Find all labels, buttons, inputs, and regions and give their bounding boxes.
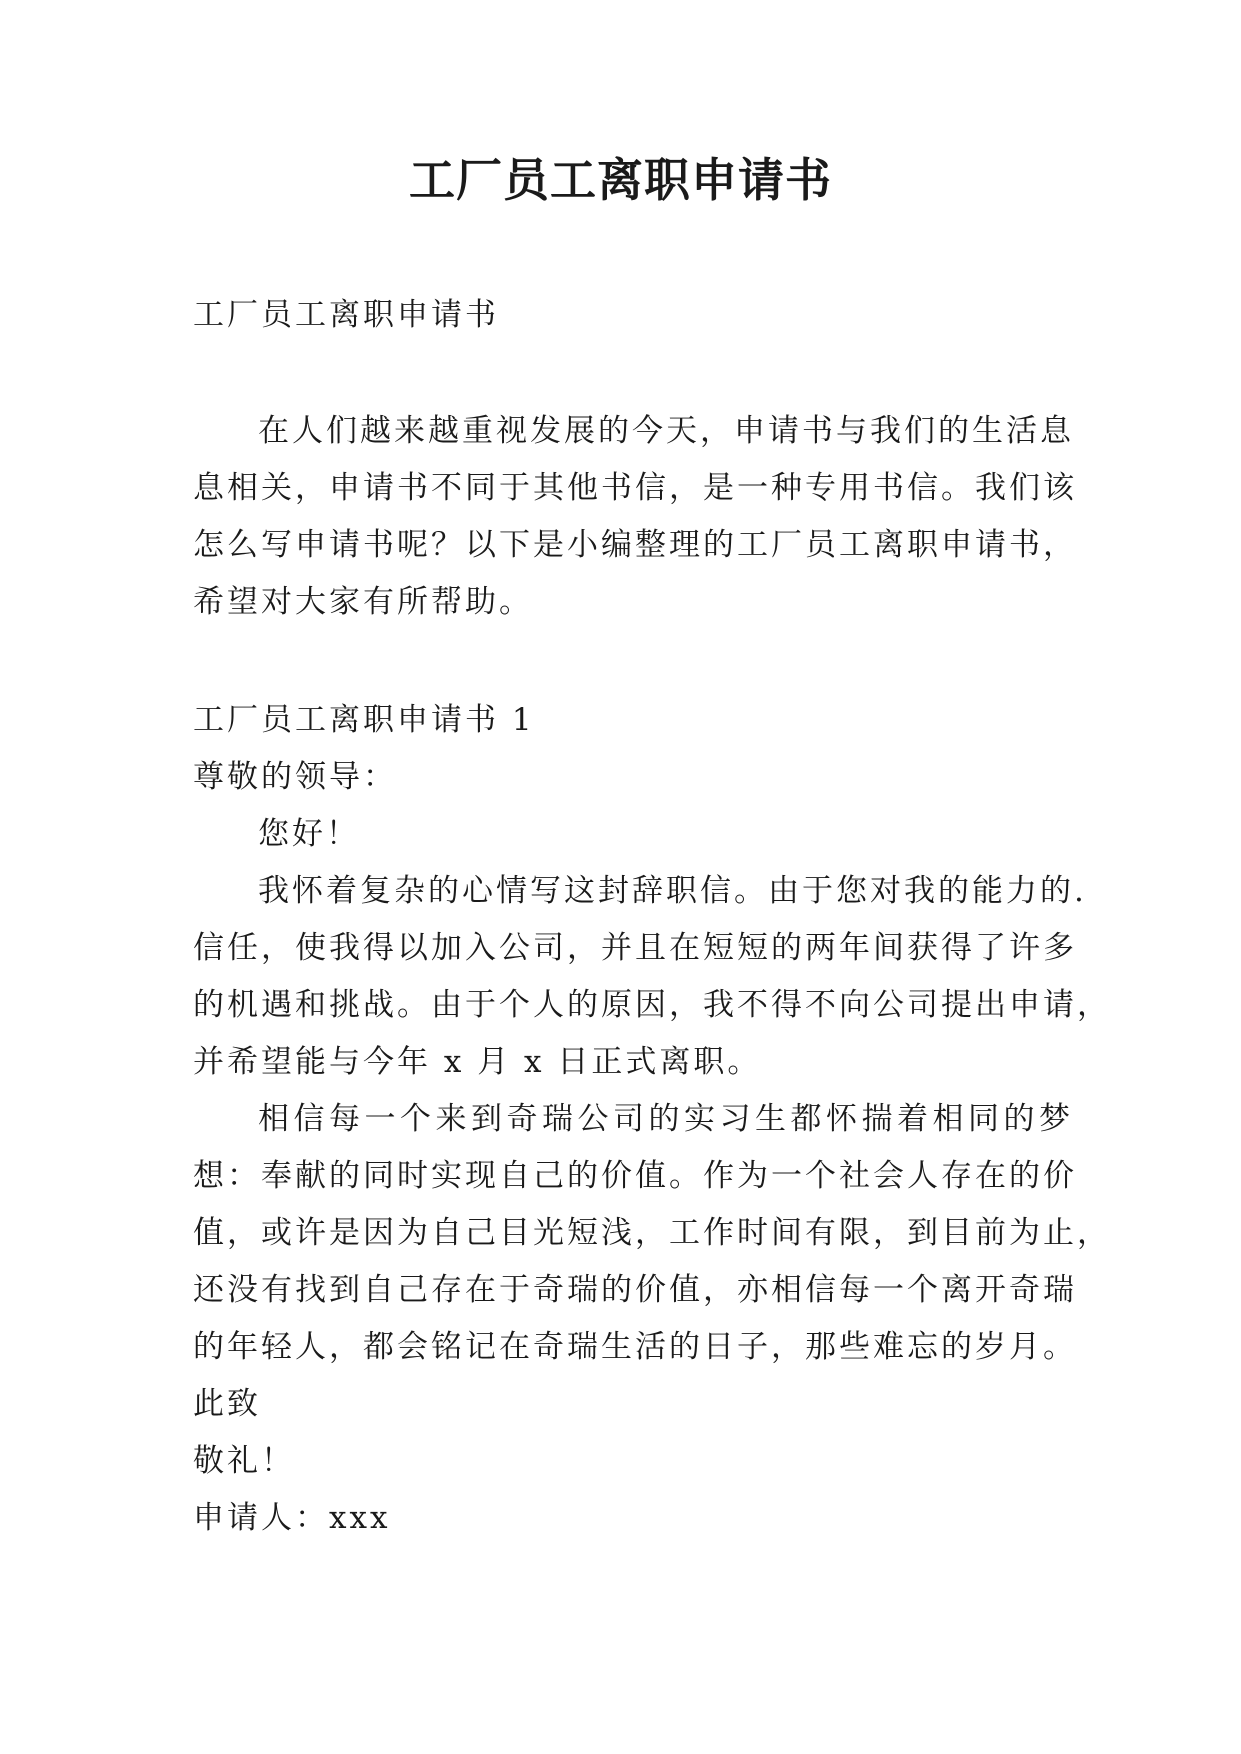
para2-line-4: 还没有找到自己存在于奇瑞的价值，亦相信每一个离开奇瑞 xyxy=(193,1272,1077,1308)
signature: 申请人：xxx xyxy=(193,1500,391,1536)
para1-line-2: 信任，使我得以加入公司，并且在短短的两年间获得了许多 xyxy=(193,930,1077,966)
intro-line-2: 息相关，申请书不同于其他书信，是一种专用书信。我们该 xyxy=(193,470,1077,506)
intro-line-4: 希望对大家有所帮助。 xyxy=(193,584,533,620)
para2-line-5: 的年轻人，都会铭记在奇瑞生活的日子，那些难忘的岁月。 xyxy=(193,1329,1077,1365)
document-subtitle: 工厂员工离职申请书 xyxy=(193,297,499,333)
intro-line-3: 怎么写申请书呢？以下是小编整理的工厂员工离职申请书， xyxy=(193,527,1077,563)
para1-line-4: 并希望能与今年 x 月 x 日正式离职。 xyxy=(193,1044,762,1080)
para2-line-3: 值，或许是因为自己目光短浅，工作时间有限，到目前为止， xyxy=(193,1215,1111,1251)
para1-line-1: 我怀着复杂的心情写这封辞职信。由于您对我的能力的. xyxy=(258,873,1087,909)
salutation: 尊敬的领导： xyxy=(193,759,397,795)
section-heading: 工厂员工离职申请书 1 xyxy=(193,702,535,738)
greeting: 您好！ xyxy=(258,816,360,852)
closing-line-1: 此致 xyxy=(193,1386,261,1422)
closing-line-2: 敬礼！ xyxy=(193,1443,295,1479)
para2-line-1: 相信每一个来到奇瑞公司的实习生都怀揣着相同的梦 xyxy=(258,1101,1073,1137)
para2-line-2: 想：奉献的同时实现自己的价值。作为一个社会人存在的价 xyxy=(193,1158,1077,1194)
document-title: 工厂员工离职申请书 xyxy=(409,153,832,207)
para1-line-3: 的机遇和挑战。由于个人的原因，我不得不向公司提出申请， xyxy=(193,987,1111,1023)
intro-line-1: 在人们越来越重视发展的今天，申请书与我们的生活息 xyxy=(258,413,1074,449)
